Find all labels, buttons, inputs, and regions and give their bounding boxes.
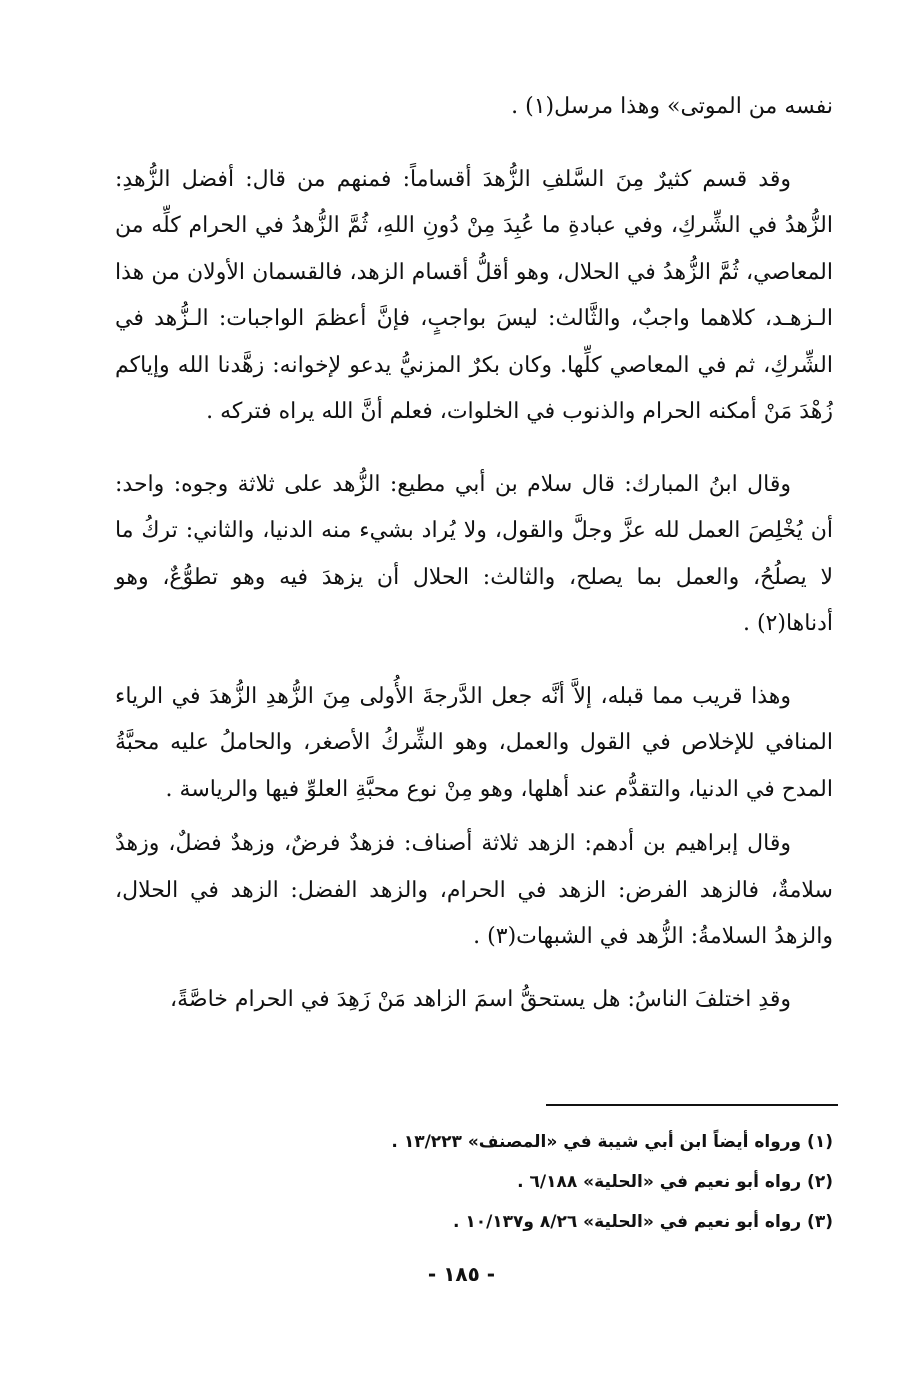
footnote-1: (١) ورواه أيضاً ابن أبي شيبة في «المصنف» ١٣/٢٢٣ . xyxy=(391,1132,833,1152)
paragraph-ibrahim-ibn-adham: وقال إبراهيم بن أدهم: الزهد ثلاثة أصناف: فزهدٌ فرضٌ، وزهدٌ فضلٌ، وزهدٌ سلامةٌ، فالزهد الفرض: الزهد في الحرام، والزهد الفضل: الزهد في الحلال، والزهدُ السلامةُ: الزُّهد في الشبهات(٣) . xyxy=(115,831,833,949)
paragraph-zuhd-categories: وقد قسم كثيرٌ مِنَ السَّلفِ الزُّهدَ أقساماً: فمنهم من قال: أفضل الزُّهدِ: الزُّهدُ في الشِّركِ، وفي عبادةِ ما عُبِدَ مِنْ دُونِ اللهِ، ثُمَّ الزُّهدُ في الحرام كلِّه من المعاصي، ثُمَّ الزُّهدُ في الحلال، وهو أقلُّ أقسام الزهد، فالقسمان الأولان من هذا الـزهـد، كلاهما واجبٌ، والثَّالث: ليسَ بواجبٍ، فإنَّ أعظمَ الواجبات: الـزُّهد في الشِّركِ، ثم في المعاصي كلِّها. وكان بكرٌ المزنيُّ يدعو لإخوانه: زهَّدنا الله وإياكم زُهْدَ مَنْ أمكنه الحرام والذنوب في الخلوات، فعلم أنَّ الله يراه فتركه . xyxy=(115,166,833,424)
paragraph-commentary: وهذا قريب مما قبله، إلاَّ أنَّه جعل الدَّرجةَ الأُولى مِنَ الزُّهدِ الزُّهدَ في الرياء المنافي للإخلاص في القول والعمل، وهو الشِّركُ الأصغر، والحاملُ عليه محبَّةُ المدح في الدنيا، والتقدُّم عند أهلها، وهو مِنْ نوع محبَّةِ العلوِّ فيها والرياسة . xyxy=(115,683,833,802)
footnote-3: (٣) رواه أبو نعيم في «الحلية» ٨/٢٦ و١٠/١٣٧ . xyxy=(452,1212,833,1232)
main-text xyxy=(115,84,833,1023)
paragraph-ibn-al-mubarak: وقال ابنُ المبارك: قال سلام بن أبي مطيع: الزُّهد على ثلاثة وجوه: واحد: أن يُخْلِصَ العمل لله عزَّ وجلَّ والقول، ولا يُراد بشيء منه الدنيا، والثاني: تركُ ما لا يصلُحُ، والعمل بما يصلح، والثالث: الحلال أن يزهدَ فيه وهو تطوُّعٌ، وهو أدناها(٢) . xyxy=(115,471,833,636)
footnotes xyxy=(115,1122,833,1242)
paragraph-continuation: نفسه من الموتى» وهذا مرسل(١) . xyxy=(511,94,833,119)
paragraph-disagreement: وقدِ اختلفَ الناسُ: هل يستحقُّ اسمَ الزاهد مَنْ زَهِدَ في الحرام خاصَّةً، xyxy=(170,986,791,1012)
page-number: - ١٨٥ - xyxy=(427,1262,496,1286)
footnote-2: (٢) رواه أبو نعيم في «الحلية» ٦/١٨٨ . xyxy=(517,1172,833,1192)
footnote-separator xyxy=(546,1104,838,1106)
